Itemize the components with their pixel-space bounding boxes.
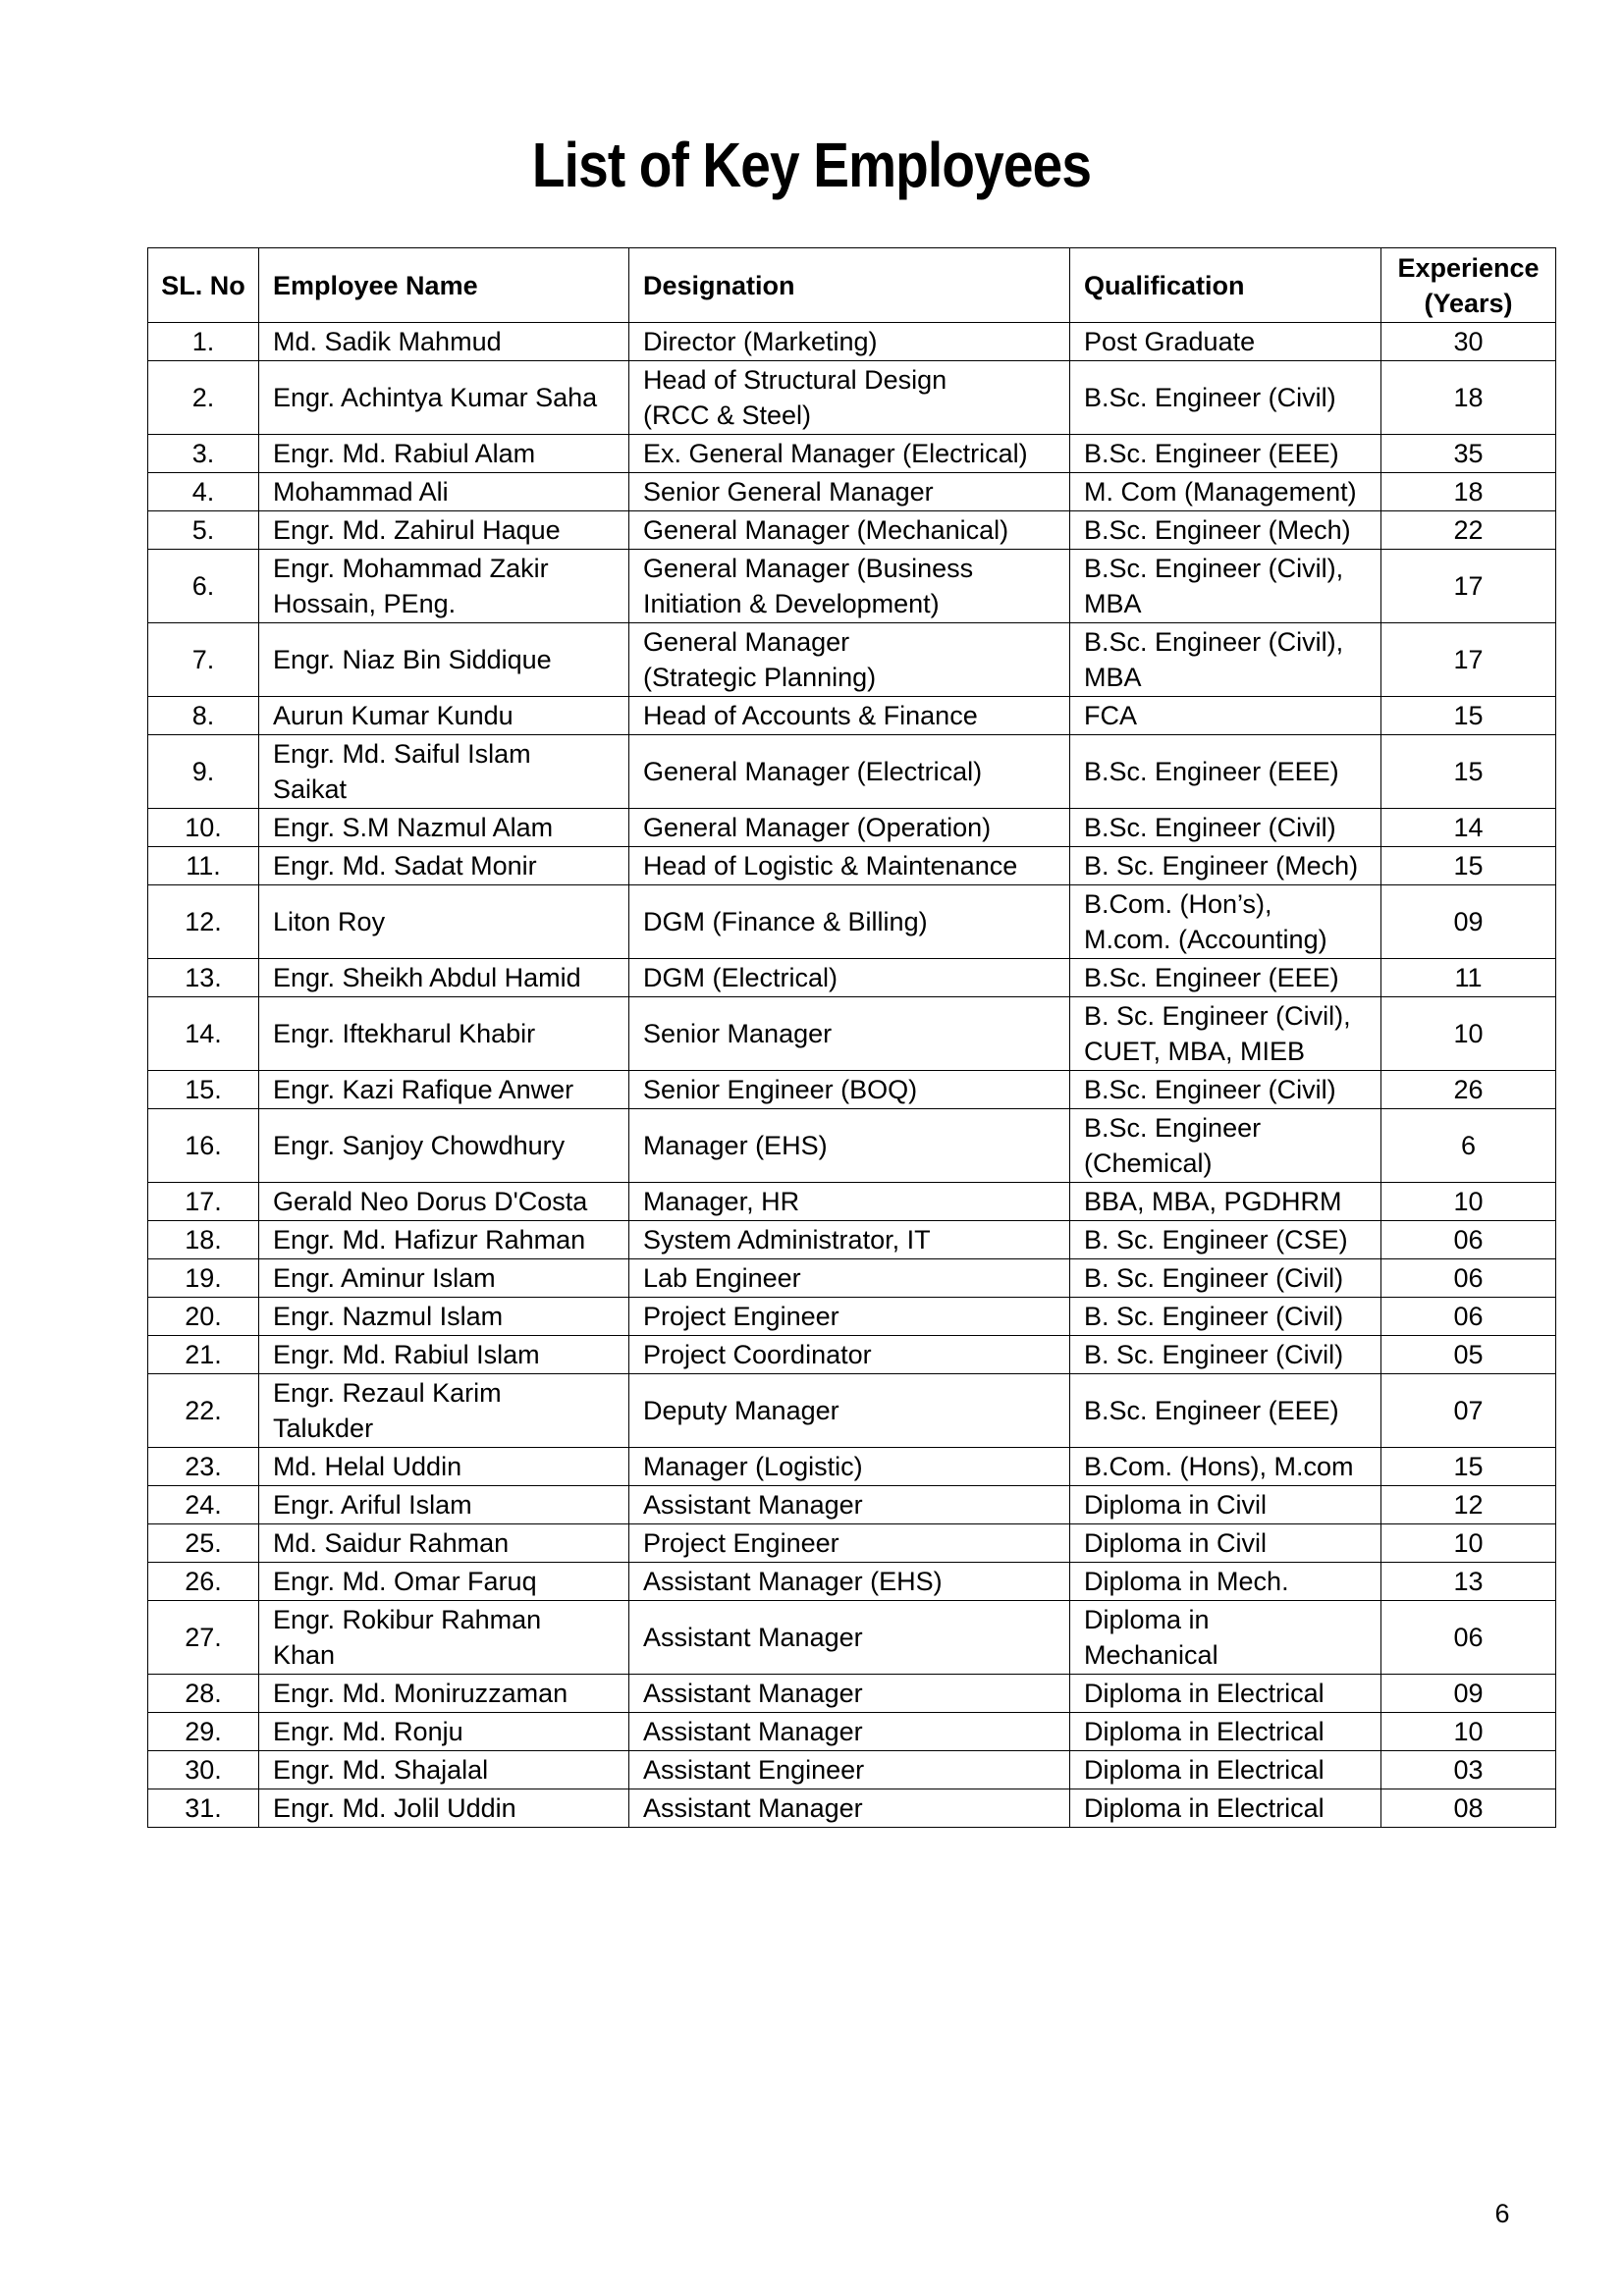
cell-designation: System Administrator, IT <box>629 1221 1070 1259</box>
cell-employee-name: Mohammad Ali <box>259 473 629 511</box>
cell-experience: 26 <box>1381 1071 1556 1109</box>
cell-sl-no: 18. <box>148 1221 259 1259</box>
header-qualification: Qualification <box>1070 248 1381 323</box>
cell-employee-name: Md. Sadik Mahmud <box>259 323 629 361</box>
cell-experience: 13 <box>1381 1563 1556 1601</box>
cell-designation: Senior Engineer (BOQ) <box>629 1071 1070 1109</box>
key-employees-table <box>147 247 1556 1828</box>
cell-sl-no: 21. <box>148 1336 259 1374</box>
cell-experience: 10 <box>1381 1713 1556 1751</box>
table-row <box>148 1071 1556 1109</box>
cell-employee-name: Engr. Nazmul Islam <box>259 1298 629 1336</box>
cell-qualification: M. Com (Management) <box>1070 473 1381 511</box>
header-sl-no: SL. No <box>148 248 259 323</box>
cell-experience: 06 <box>1381 1601 1556 1675</box>
cell-sl-no: 3. <box>148 435 259 473</box>
cell-designation: Assistant Manager <box>629 1486 1070 1524</box>
cell-designation: General Manager (Business Initiation & Development) <box>629 550 1070 623</box>
table-header-row <box>148 248 1556 323</box>
table-row <box>148 623 1556 697</box>
cell-sl-no: 15. <box>148 1071 259 1109</box>
cell-sl-no: 30. <box>148 1751 259 1789</box>
cell-sl-no: 22. <box>148 1374 259 1448</box>
cell-qualification: Diploma in Electrical <box>1070 1751 1381 1789</box>
cell-experience: 03 <box>1381 1751 1556 1789</box>
cell-experience: 15 <box>1381 1448 1556 1486</box>
cell-employee-name: Engr. Rokibur Rahman Khan <box>259 1601 629 1675</box>
cell-qualification: B.Com. (Hon’s), M.com. (Accounting) <box>1070 885 1381 959</box>
cell-sl-no: 17. <box>148 1183 259 1221</box>
cell-designation: Head of Accounts & Finance <box>629 697 1070 735</box>
table-row <box>148 1259 1556 1298</box>
cell-experience: 10 <box>1381 1183 1556 1221</box>
cell-designation: Project Engineer <box>629 1524 1070 1563</box>
cell-experience: 10 <box>1381 997 1556 1071</box>
cell-qualification: B.Sc. Engineer (Civil) <box>1070 361 1381 435</box>
cell-qualification: BBA, MBA, PGDHRM <box>1070 1183 1381 1221</box>
cell-sl-no: 29. <box>148 1713 259 1751</box>
cell-employee-name: Engr. Kazi Rafique Anwer <box>259 1071 629 1109</box>
cell-experience: 05 <box>1381 1336 1556 1374</box>
cell-sl-no: 23. <box>148 1448 259 1486</box>
table-row <box>148 1109 1556 1183</box>
cell-sl-no: 9. <box>148 735 259 809</box>
cell-experience: 06 <box>1381 1221 1556 1259</box>
cell-sl-no: 14. <box>148 997 259 1071</box>
cell-sl-no: 7. <box>148 623 259 697</box>
cell-sl-no: 10. <box>148 809 259 847</box>
cell-qualification: B.Sc. Engineer (Civil) <box>1070 809 1381 847</box>
cell-designation: Assistant Manager (EHS) <box>629 1563 1070 1601</box>
cell-employee-name: Engr. Md. Zahirul Haque <box>259 511 629 550</box>
cell-experience: 09 <box>1381 1675 1556 1713</box>
cell-employee-name: Engr. Md. Ronju <box>259 1713 629 1751</box>
cell-sl-no: 26. <box>148 1563 259 1601</box>
cell-designation: Manager (Logistic) <box>629 1448 1070 1486</box>
cell-experience: 35 <box>1381 435 1556 473</box>
cell-experience: 22 <box>1381 511 1556 550</box>
cell-employee-name: Engr. Achintya Kumar Saha <box>259 361 629 435</box>
cell-qualification: B.Sc. Engineer (EEE) <box>1070 1374 1381 1448</box>
cell-experience: 15 <box>1381 735 1556 809</box>
cell-experience: 14 <box>1381 809 1556 847</box>
cell-designation: General Manager (Mechanical) <box>629 511 1070 550</box>
table-row <box>148 1298 1556 1336</box>
cell-employee-name: Engr. S.M Nazmul Alam <box>259 809 629 847</box>
cell-experience: 06 <box>1381 1259 1556 1298</box>
cell-designation: Senior Manager <box>629 997 1070 1071</box>
cell-designation: Director (Marketing) <box>629 323 1070 361</box>
table-row <box>148 735 1556 809</box>
cell-designation: Assistant Manager <box>629 1601 1070 1675</box>
table-row <box>148 1221 1556 1259</box>
table-row <box>148 1336 1556 1374</box>
cell-designation: Lab Engineer <box>629 1259 1070 1298</box>
table-row <box>148 1374 1556 1448</box>
cell-qualification: FCA <box>1070 697 1381 735</box>
table-row <box>148 1524 1556 1563</box>
page-title: List of Key Employees <box>531 130 1092 200</box>
cell-sl-no: 8. <box>148 697 259 735</box>
cell-designation: Assistant Manager <box>629 1789 1070 1828</box>
cell-qualification: Diploma in Mech. <box>1070 1563 1381 1601</box>
cell-experience: 15 <box>1381 697 1556 735</box>
cell-designation: Deputy Manager <box>629 1374 1070 1448</box>
cell-employee-name: Engr. Md. Sadat Monir <box>259 847 629 885</box>
cell-sl-no: 25. <box>148 1524 259 1563</box>
header-employee-name: Employee Name <box>259 248 629 323</box>
cell-employee-name: Engr. Md. Shajalal <box>259 1751 629 1789</box>
cell-designation: General Manager (Operation) <box>629 809 1070 847</box>
cell-sl-no: 20. <box>148 1298 259 1336</box>
cell-sl-no: 5. <box>148 511 259 550</box>
cell-sl-no: 27. <box>148 1601 259 1675</box>
table-row <box>148 435 1556 473</box>
cell-experience: 17 <box>1381 550 1556 623</box>
cell-qualification: B.Sc. Engineer (Civil) <box>1070 1071 1381 1109</box>
cell-designation: General Manager (Strategic Planning) <box>629 623 1070 697</box>
table-row <box>148 1675 1556 1713</box>
cell-designation: Manager, HR <box>629 1183 1070 1221</box>
cell-sl-no: 2. <box>148 361 259 435</box>
table-row <box>148 1789 1556 1828</box>
page-number: 6 <box>1494 2199 1510 2228</box>
cell-sl-no: 11. <box>148 847 259 885</box>
cell-employee-name: Engr. Md. Moniruzzaman <box>259 1675 629 1713</box>
table-row <box>148 847 1556 885</box>
cell-sl-no: 12. <box>148 885 259 959</box>
cell-experience: 11 <box>1381 959 1556 997</box>
cell-qualification: Diploma in Electrical <box>1070 1789 1381 1828</box>
cell-employee-name: Md. Saidur Rahman <box>259 1524 629 1563</box>
cell-employee-name: Engr. Ariful Islam <box>259 1486 629 1524</box>
cell-sl-no: 28. <box>148 1675 259 1713</box>
cell-employee-name: Engr. Sanjoy Chowdhury <box>259 1109 629 1183</box>
table-row <box>148 550 1556 623</box>
cell-qualification: B.Sc. Engineer (Mech) <box>1070 511 1381 550</box>
cell-sl-no: 31. <box>148 1789 259 1828</box>
cell-sl-no: 1. <box>148 323 259 361</box>
cell-experience: 17 <box>1381 623 1556 697</box>
table-row <box>148 361 1556 435</box>
header-experience: Experience (Years) <box>1381 248 1556 323</box>
cell-qualification: B.Sc. Engineer (Chemical) <box>1070 1109 1381 1183</box>
cell-qualification: B.Sc. Engineer (Civil), MBA <box>1070 623 1381 697</box>
table-row <box>148 511 1556 550</box>
cell-designation: DGM (Electrical) <box>629 959 1070 997</box>
cell-experience: 08 <box>1381 1789 1556 1828</box>
table-row <box>148 1448 1556 1486</box>
cell-employee-name: Engr. Aminur Islam <box>259 1259 629 1298</box>
cell-qualification: B.Com. (Hons), M.com <box>1070 1448 1381 1486</box>
cell-qualification: Diploma in Electrical <box>1070 1713 1381 1751</box>
cell-qualification: B.Sc. Engineer (EEE) <box>1070 735 1381 809</box>
table-row <box>148 1751 1556 1789</box>
cell-experience: 18 <box>1381 473 1556 511</box>
cell-experience: 06 <box>1381 1298 1556 1336</box>
cell-sl-no: 6. <box>148 550 259 623</box>
cell-designation: General Manager (Electrical) <box>629 735 1070 809</box>
table-row <box>148 1713 1556 1751</box>
cell-experience: 18 <box>1381 361 1556 435</box>
cell-sl-no: 19. <box>148 1259 259 1298</box>
header-designation: Designation <box>629 248 1070 323</box>
cell-designation: Senior General Manager <box>629 473 1070 511</box>
table-row <box>148 959 1556 997</box>
cell-qualification: B. Sc. Engineer (Civil) <box>1070 1336 1381 1374</box>
cell-designation: Assistant Manager <box>629 1675 1070 1713</box>
cell-experience: 09 <box>1381 885 1556 959</box>
cell-designation: Project Engineer <box>629 1298 1070 1336</box>
cell-qualification: Diploma in Electrical <box>1070 1675 1381 1713</box>
table-row <box>148 473 1556 511</box>
cell-employee-name: Engr. Sheikh Abdul Hamid <box>259 959 629 997</box>
cell-employee-name: Md. Helal Uddin <box>259 1448 629 1486</box>
cell-qualification: B.Sc. Engineer (EEE) <box>1070 959 1381 997</box>
table-row <box>148 1486 1556 1524</box>
cell-designation: Manager (EHS) <box>629 1109 1070 1183</box>
cell-qualification: Diploma in Mechanical <box>1070 1601 1381 1675</box>
cell-experience: 30 <box>1381 323 1556 361</box>
cell-qualification: Diploma in Civil <box>1070 1486 1381 1524</box>
cell-qualification: Post Graduate <box>1070 323 1381 361</box>
table-row <box>148 997 1556 1071</box>
cell-employee-name: Aurun Kumar Kundu <box>259 697 629 735</box>
cell-employee-name: Engr. Md. Omar Faruq <box>259 1563 629 1601</box>
table-row <box>148 323 1556 361</box>
cell-qualification: B. Sc. Engineer (Civil), CUET, MBA, MIEB <box>1070 997 1381 1071</box>
cell-designation: DGM (Finance & Billing) <box>629 885 1070 959</box>
cell-employee-name: Engr. Iftekharul Khabir <box>259 997 629 1071</box>
cell-designation: Project Coordinator <box>629 1336 1070 1374</box>
cell-designation: Head of Structural Design (RCC & Steel) <box>629 361 1070 435</box>
cell-experience: 10 <box>1381 1524 1556 1563</box>
table-row <box>148 1563 1556 1601</box>
table-row <box>148 885 1556 959</box>
cell-qualification: B.Sc. Engineer (EEE) <box>1070 435 1381 473</box>
cell-experience: 12 <box>1381 1486 1556 1524</box>
cell-employee-name: Gerald Neo Dorus D'Costa <box>259 1183 629 1221</box>
cell-sl-no: 13. <box>148 959 259 997</box>
cell-designation: Ex. General Manager (Electrical) <box>629 435 1070 473</box>
cell-sl-no: 4. <box>148 473 259 511</box>
cell-employee-name: Engr. Niaz Bin Siddique <box>259 623 629 697</box>
cell-experience: 6 <box>1381 1109 1556 1183</box>
cell-employee-name: Engr. Md. Rabiul Islam <box>259 1336 629 1374</box>
table-row <box>148 1601 1556 1675</box>
cell-employee-name: Engr. Md. Rabiul Alam <box>259 435 629 473</box>
cell-qualification: Diploma in Civil <box>1070 1524 1381 1563</box>
cell-employee-name: Engr. Md. Saiful Islam Saikat <box>259 735 629 809</box>
table-row <box>148 1183 1556 1221</box>
cell-designation: Head of Logistic & Maintenance <box>629 847 1070 885</box>
cell-sl-no: 24. <box>148 1486 259 1524</box>
cell-experience: 15 <box>1381 847 1556 885</box>
cell-employee-name: Engr. Mohammad Zakir Hossain, PEng. <box>259 550 629 623</box>
cell-employee-name: Engr. Md. Jolil Uddin <box>259 1789 629 1828</box>
cell-employee-name: Liton Roy <box>259 885 629 959</box>
table-row <box>148 809 1556 847</box>
cell-employee-name: Engr. Md. Hafizur Rahman <box>259 1221 629 1259</box>
cell-experience: 07 <box>1381 1374 1556 1448</box>
cell-designation: Assistant Manager <box>629 1713 1070 1751</box>
cell-designation: Assistant Engineer <box>629 1751 1070 1789</box>
cell-qualification: B.Sc. Engineer (Civil), MBA <box>1070 550 1381 623</box>
cell-qualification: B. Sc. Engineer (Mech) <box>1070 847 1381 885</box>
cell-sl-no: 16. <box>148 1109 259 1183</box>
cell-qualification: B. Sc. Engineer (Civil) <box>1070 1298 1381 1336</box>
table-row <box>148 697 1556 735</box>
cell-qualification: B. Sc. Engineer (Civil) <box>1070 1259 1381 1298</box>
cell-qualification: B. Sc. Engineer (CSE) <box>1070 1221 1381 1259</box>
cell-employee-name: Engr. Rezaul Karim Talukder <box>259 1374 629 1448</box>
